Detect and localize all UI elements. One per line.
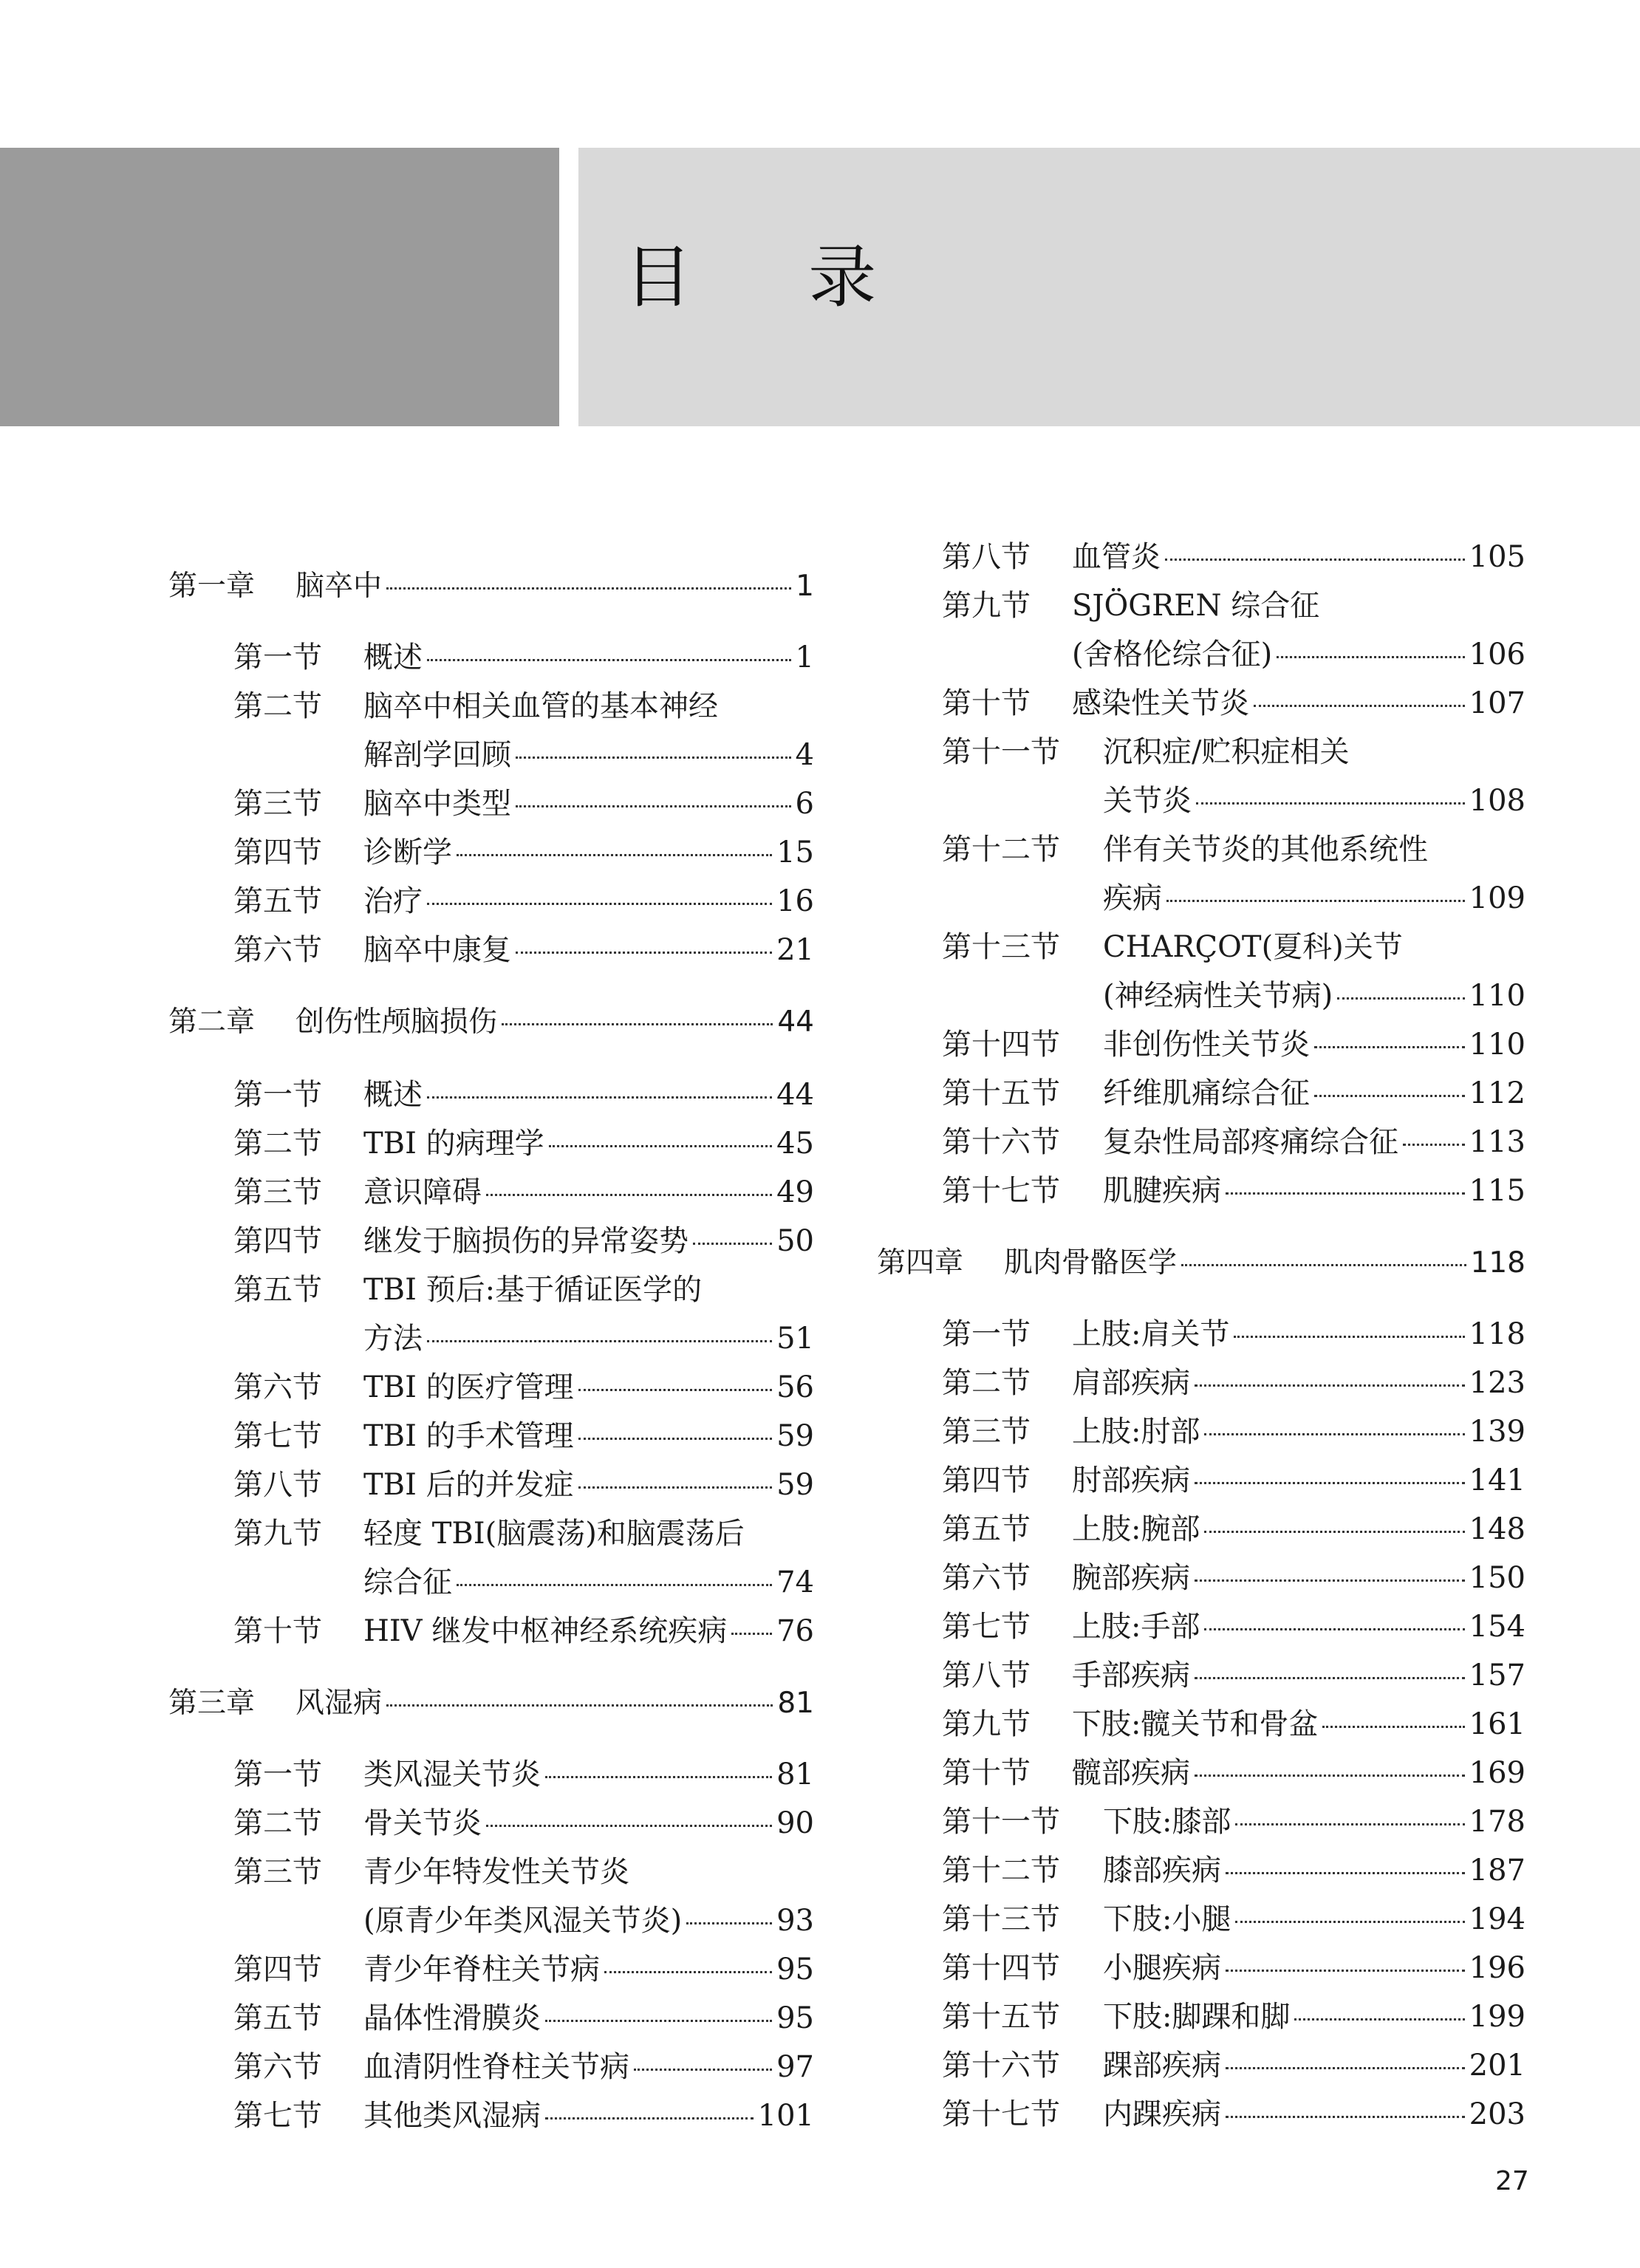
- dot-leader: [427, 903, 772, 905]
- entry-page-number: 154: [1469, 1610, 1525, 1644]
- page-number: 27: [1495, 2166, 1529, 2196]
- section-label: 第十一节: [942, 1805, 1060, 1839]
- entry-page-number: 141: [1469, 1463, 1525, 1497]
- dot-leader: [634, 2069, 772, 2071]
- toc-section-row: [877, 1365, 1525, 1408]
- dot-leader: [1195, 1482, 1465, 1484]
- entry-title: TBI 后的并发症: [363, 1468, 574, 1502]
- toc-section-row: [168, 1613, 814, 1656]
- entry-page-number: 44: [776, 1078, 814, 1112]
- entry-title: 治疗: [363, 884, 423, 918]
- entry-title: 髋部疾病: [1072, 1756, 1190, 1790]
- entry-page-number: 45: [776, 1127, 814, 1161]
- entry-page-number: 161: [1469, 1707, 1525, 1741]
- dot-leader: [1204, 1433, 1464, 1435]
- entry-page-number: 4: [795, 738, 814, 772]
- entry-page-number: 15: [776, 836, 814, 870]
- dot-leader: [1195, 1384, 1465, 1387]
- entry-title: 意识障碍: [363, 1175, 482, 1209]
- entry-page-number: 59: [776, 1468, 814, 1502]
- dot-leader: [578, 1389, 773, 1391]
- entry-title: TBI 的病理学: [363, 1127, 544, 1161]
- toc-section-row: [168, 2001, 814, 2043]
- entry-page-number: 118: [1470, 1246, 1525, 1280]
- dot-leader: [1337, 997, 1464, 1000]
- toc-section-row: [877, 2048, 1525, 2091]
- dot-leader: [1403, 1144, 1465, 1146]
- entry-page-number: 50: [776, 1224, 814, 1258]
- toc-section-row: [168, 1272, 814, 1315]
- dot-leader: [1277, 656, 1464, 658]
- dot-leader: [486, 1825, 772, 1827]
- section-label: 第四节: [942, 1463, 1031, 1497]
- section-label: 第三节: [233, 1855, 322, 1889]
- section-label: 第四节: [233, 1224, 322, 1258]
- toc-section-row: [168, 1370, 814, 1413]
- entry-page-number: 169: [1469, 1756, 1525, 1790]
- chapter-label: 第四章: [877, 1246, 964, 1280]
- entry-title: 脑卒中: [295, 570, 383, 603]
- entry-title: 下肢:膝部: [1103, 1805, 1231, 1839]
- entry-title: 概述: [363, 641, 423, 674]
- dot-leader: [1235, 1823, 1464, 1825]
- dot-leader: [1294, 2018, 1464, 2021]
- entry-page-number: 123: [1469, 1366, 1525, 1400]
- toc-section-row: [877, 929, 1525, 972]
- chapter-label: 第三章: [168, 1687, 256, 1720]
- dot-leader: [516, 756, 791, 759]
- dot-leader: [502, 1023, 773, 1025]
- toc-section-row: [168, 1757, 814, 1800]
- entry-title: 上肢:腕部: [1072, 1512, 1200, 1546]
- section-label: 第十二节: [942, 1854, 1060, 1888]
- dot-leader: [427, 1096, 772, 1099]
- entry-page-number: 110: [1469, 1028, 1525, 1062]
- entry-page-number: 115: [1469, 1174, 1525, 1208]
- entry-page-number: 56: [776, 1370, 814, 1404]
- section-label: 第三节: [233, 787, 322, 821]
- toc-section-row: [877, 1707, 1525, 1749]
- entry-page-number: 59: [776, 1419, 814, 1453]
- chapter-label: 第一章: [168, 570, 256, 603]
- entry-title: 方法: [363, 1322, 423, 1356]
- entry-title: 小腿疾病: [1103, 1951, 1221, 1985]
- toc-section-row: [168, 835, 814, 878]
- entry-title: 下肢:小腿: [1103, 1902, 1231, 1936]
- section-label: 第六节: [233, 2050, 322, 2084]
- dot-leader: [545, 2117, 754, 2120]
- toc-section-row: [877, 734, 1525, 777]
- toc-section-row: [877, 686, 1525, 728]
- section-label: 第八节: [942, 1659, 1031, 1693]
- chapter-label: 第二章: [168, 1005, 256, 1039]
- dot-leader: [386, 1704, 773, 1707]
- dot-leader: [1204, 1531, 1464, 1533]
- dot-leader: [1314, 1046, 1465, 1048]
- section-label: 第一节: [233, 641, 322, 674]
- toc-continuation-row: [168, 1321, 814, 1364]
- entry-title: 下肢:脚踝和脚: [1103, 2000, 1291, 2034]
- dot-leader: [1314, 1095, 1465, 1097]
- section-label: 第七节: [942, 1610, 1031, 1644]
- entry-page-number: 6: [795, 787, 814, 821]
- entry-title: 肌腱疾病: [1103, 1174, 1221, 1208]
- toc-section-row: [877, 1173, 1525, 1216]
- entry-page-number: 203: [1469, 2097, 1525, 2131]
- entry-title: 踝部疾病: [1103, 2049, 1221, 2083]
- dot-leader: [1235, 1921, 1464, 1923]
- dot-leader: [1234, 1336, 1464, 1338]
- toc-section-row: [877, 1027, 1525, 1070]
- header-band-dark: [0, 148, 559, 426]
- dot-leader: [545, 2020, 772, 2022]
- page-title: 目 录: [624, 238, 924, 317]
- entry-title: 脑卒中类型: [363, 787, 511, 821]
- entry-page-number: 81: [776, 1758, 814, 1791]
- entry-title: 血管炎: [1072, 540, 1161, 574]
- entry-page-number: 76: [776, 1614, 814, 1648]
- entry-page-number: 21: [776, 933, 814, 967]
- dot-leader: [427, 1340, 772, 1342]
- dot-leader: [545, 1776, 772, 1778]
- entry-title: 非创伤性关节炎: [1103, 1028, 1310, 1062]
- section-label: 第十五节: [942, 2000, 1060, 2034]
- entry-title: 血清阴性脊柱关节病: [363, 2050, 629, 2084]
- section-label: 第十节: [942, 686, 1031, 720]
- toc-section-row: [877, 1950, 1525, 1993]
- section-label: 第五节: [233, 2001, 322, 2035]
- entry-page-number: 1: [796, 570, 814, 603]
- entry-page-number: 93: [776, 1904, 814, 1938]
- entry-title: 继发于脑损伤的异常姿势: [363, 1224, 689, 1258]
- toc-section-row: [877, 832, 1525, 875]
- dot-leader: [457, 1584, 772, 1586]
- entry-title: 膝部疾病: [1103, 1854, 1221, 1888]
- entry-title: 伴有关节炎的其他系统性: [1103, 833, 1428, 867]
- section-label: 第十节: [233, 1614, 322, 1648]
- dot-leader: [1226, 1192, 1465, 1195]
- entry-page-number: 201: [1469, 2049, 1525, 2083]
- entry-title: 感染性关节炎: [1072, 686, 1249, 720]
- section-label: 第十六节: [942, 1125, 1060, 1159]
- toc-section-row: [877, 1658, 1525, 1701]
- entry-title: 肩部疾病: [1072, 1366, 1190, 1400]
- section-label: 第十四节: [942, 1028, 1060, 1062]
- entry-page-number: 108: [1469, 784, 1525, 818]
- toc-section-row: [168, 1854, 814, 1897]
- dot-leader: [516, 952, 772, 954]
- dot-leader: [731, 1633, 772, 1635]
- dot-leader: [1195, 1775, 1465, 1777]
- toc-chapter-row: [168, 1686, 814, 1729]
- entry-title: 疾病: [1103, 881, 1162, 915]
- dot-leader: [578, 1486, 773, 1489]
- dot-leader: [1204, 1628, 1464, 1630]
- entry-page-number: 109: [1469, 881, 1525, 915]
- entry-title: 综合征: [363, 1565, 452, 1599]
- entry-page-number: 97: [776, 2050, 814, 2084]
- dot-leader: [1181, 1264, 1466, 1266]
- entry-title: 解剖学回顾: [363, 738, 511, 772]
- toc-continuation-row: [877, 637, 1525, 680]
- section-label: 第二节: [233, 1806, 322, 1840]
- section-label: 第五节: [233, 1273, 322, 1307]
- toc-section-row: [168, 1223, 814, 1266]
- entry-page-number: 112: [1469, 1076, 1525, 1110]
- dot-leader: [386, 587, 791, 590]
- entry-page-number: 110: [1469, 979, 1525, 1013]
- entry-title: 类风湿关节炎: [363, 1758, 541, 1791]
- entry-title: 概述: [363, 1078, 423, 1112]
- dot-leader: [486, 1194, 772, 1196]
- section-label: 第十七节: [942, 1174, 1060, 1208]
- entry-title: 其他类风湿病: [363, 2099, 541, 2133]
- toc-section-row: [877, 1463, 1525, 1506]
- section-label: 第二节: [942, 1366, 1031, 1400]
- entry-title: 下肢:髋关节和骨盆: [1072, 1707, 1319, 1741]
- toc-continuation-row: [877, 881, 1525, 923]
- entry-page-number: 74: [776, 1565, 814, 1599]
- entry-title: 创伤性颅脑损伤: [295, 1005, 498, 1039]
- section-label: 第十四节: [942, 1951, 1060, 1985]
- section-label: 第六节: [233, 1370, 322, 1404]
- entry-title: TBI 的医疗管理: [363, 1370, 574, 1404]
- entry-page-number: 107: [1469, 686, 1525, 720]
- toc-section-row: [168, 1952, 814, 1995]
- dot-leader: [457, 854, 772, 856]
- toc-chapter-row: [168, 569, 814, 612]
- toc-section-row: [168, 1467, 814, 1510]
- section-label: 第十二节: [942, 833, 1060, 867]
- section-label: 第十三节: [942, 930, 1060, 964]
- dot-leader: [1226, 2116, 1465, 2118]
- entry-page-number: 148: [1469, 1512, 1525, 1546]
- toc-section-row: [877, 1512, 1525, 1554]
- toc-section-row: [168, 884, 814, 926]
- toc-section-row: [168, 640, 814, 683]
- entry-title: SJÖGREN 综合征: [1072, 589, 1320, 623]
- toc-section-row: [877, 1853, 1525, 1896]
- dot-leader: [693, 1243, 772, 1245]
- entry-title: 脑卒中相关血管的基本神经: [363, 689, 718, 723]
- entry-page-number: 187: [1469, 1854, 1525, 1888]
- entry-title: (舍格伦综合征): [1072, 638, 1273, 672]
- dot-leader: [1165, 559, 1465, 561]
- section-label: 第一节: [233, 1078, 322, 1112]
- dot-leader: [1322, 1726, 1464, 1728]
- toc-section-row: [168, 1418, 814, 1461]
- entry-title: 上肢:肘部: [1072, 1415, 1200, 1449]
- entry-title: 脑卒中康复: [363, 933, 511, 967]
- section-label: 第八节: [942, 540, 1031, 574]
- dot-leader: [1166, 900, 1465, 902]
- section-label: 第一节: [942, 1317, 1031, 1351]
- section-label: 第七节: [233, 1419, 322, 1453]
- dot-leader: [1226, 1970, 1465, 1972]
- entry-page-number: 90: [776, 1806, 814, 1840]
- entry-title: HIV 继发中枢神经系统疾病: [363, 1614, 728, 1648]
- entry-page-number: 118: [1469, 1317, 1525, 1351]
- entry-title: 轻度 TBI(脑震荡)和脑震荡后: [363, 1517, 745, 1551]
- entry-title: TBI 的手术管理: [363, 1419, 574, 1453]
- entry-page-number: 178: [1469, 1805, 1525, 1839]
- entry-page-number: 1: [795, 641, 814, 674]
- dot-leader: [1196, 802, 1465, 805]
- toc-section-row: [877, 1076, 1525, 1118]
- entry-page-number: 157: [1469, 1659, 1525, 1693]
- entry-title: 腕部疾病: [1072, 1561, 1190, 1595]
- entry-page-number: 16: [776, 884, 814, 918]
- dot-leader: [604, 1971, 772, 1973]
- entry-title: 复杂性局部疼痛综合征: [1103, 1125, 1398, 1159]
- toc-section-row: [168, 1516, 814, 1559]
- entry-page-number: 51: [776, 1322, 814, 1356]
- toc-section-row: [168, 786, 814, 829]
- entry-title: 肘部疾病: [1072, 1463, 1190, 1497]
- dot-leader: [1195, 1579, 1465, 1582]
- toc-section-row: [168, 689, 814, 731]
- entry-title: (原青少年类风湿关节炎): [363, 1904, 683, 1938]
- dot-leader: [1254, 705, 1465, 707]
- toc-continuation-row: [168, 1565, 814, 1608]
- toc-section-row: [877, 1902, 1525, 1944]
- entry-page-number: 101: [757, 2099, 814, 2133]
- entry-title: 关节炎: [1103, 784, 1192, 818]
- section-label: 第三节: [942, 1415, 1031, 1449]
- toc-section-row: [877, 539, 1525, 582]
- dot-leader: [1226, 2067, 1465, 2069]
- entry-page-number: 194: [1469, 1902, 1525, 1936]
- dot-leader: [427, 659, 791, 661]
- section-label: 第八节: [233, 1468, 322, 1502]
- toc-section-row: [877, 1560, 1525, 1603]
- section-label: 第九节: [942, 589, 1031, 623]
- section-label: 第九节: [942, 1707, 1031, 1741]
- toc-section-row: [877, 1804, 1525, 1847]
- section-label: 第十六节: [942, 2049, 1060, 2083]
- entry-title: 骨关节炎: [363, 1806, 482, 1840]
- toc-continuation-row: [168, 1903, 814, 1946]
- entry-title: 晶体性滑膜炎: [363, 2001, 541, 2035]
- entry-page-number: 139: [1469, 1415, 1525, 1449]
- section-label: 第四节: [233, 1953, 322, 1987]
- entry-title: 青少年脊柱关节病: [363, 1953, 600, 1987]
- toc-continuation-row: [168, 737, 814, 780]
- toc-section-row: [168, 1806, 814, 1848]
- section-label: 第十节: [942, 1756, 1031, 1790]
- entry-title: 内踝疾病: [1103, 2097, 1221, 2131]
- entry-title: CHARÇOT(夏科)关节: [1103, 930, 1403, 964]
- entry-title: 沉积症/贮积症相关: [1103, 735, 1350, 769]
- toc-section-row: [168, 1126, 814, 1169]
- entry-page-number: 44: [777, 1005, 814, 1039]
- section-label: 第五节: [942, 1512, 1031, 1546]
- toc-section-row: [877, 1414, 1525, 1457]
- entry-title: 诊断学: [363, 836, 452, 870]
- dot-leader: [1195, 1677, 1465, 1679]
- entry-page-number: 49: [776, 1175, 814, 1209]
- toc-section-row: [168, 2098, 814, 2141]
- dot-leader: [578, 1438, 773, 1440]
- entry-page-number: 106: [1469, 638, 1525, 672]
- toc-section-row: [877, 1999, 1525, 2042]
- entry-title: TBI 预后:基于循证医学的: [363, 1273, 703, 1307]
- entry-page-number: 196: [1469, 1951, 1525, 1985]
- section-label: 第四节: [233, 836, 322, 870]
- toc-section-row: [877, 588, 1525, 631]
- toc-continuation-row: [877, 978, 1525, 1021]
- section-label: 第十七节: [942, 2097, 1060, 2131]
- section-label: 第十一节: [942, 735, 1060, 769]
- entry-page-number: 105: [1469, 540, 1525, 574]
- toc-section-row: [877, 1755, 1525, 1798]
- toc-section-row: [877, 1316, 1525, 1359]
- entry-title: 上肢:肩关节: [1072, 1317, 1230, 1351]
- toc-section-row: [168, 1077, 814, 1120]
- section-label: 第一节: [233, 1758, 322, 1791]
- toc-section-row: [877, 1124, 1525, 1167]
- toc-section-row: [877, 2097, 1525, 2139]
- entry-page-number: 95: [776, 1953, 814, 1987]
- toc-chapter-row: [877, 1246, 1525, 1288]
- toc-section-row: [168, 932, 814, 975]
- toc-section-row: [877, 1609, 1525, 1652]
- dot-leader: [686, 1922, 772, 1924]
- entry-title: 风湿病: [295, 1687, 383, 1720]
- toc-section-row: [168, 1175, 814, 1217]
- entry-page-number: 95: [776, 2001, 814, 2035]
- section-label: 第七节: [233, 2099, 322, 2133]
- entry-title: 上肢:手部: [1072, 1610, 1200, 1644]
- toc-continuation-row: [877, 783, 1525, 826]
- dot-leader: [549, 1145, 773, 1147]
- section-label: 第五节: [233, 884, 322, 918]
- entry-title: 纤维肌痛综合征: [1103, 1076, 1310, 1110]
- toc-chapter-row: [168, 1005, 814, 1048]
- toc-section-row: [168, 2049, 814, 2092]
- dot-leader: [516, 805, 791, 807]
- section-label: 第二节: [233, 1127, 322, 1161]
- section-label: 第十五节: [942, 1076, 1060, 1110]
- entry-title: 青少年特发性关节炎: [363, 1855, 629, 1889]
- dot-leader: [1226, 1872, 1465, 1874]
- entry-page-number: 113: [1469, 1125, 1525, 1159]
- entry-title: 肌肉骨骼医学: [1004, 1246, 1178, 1280]
- section-label: 第九节: [233, 1517, 322, 1551]
- entry-title: 手部疾病: [1072, 1659, 1190, 1693]
- entry-title: (神经病性关节病): [1103, 979, 1333, 1013]
- section-label: 第六节: [942, 1561, 1031, 1595]
- entry-page-number: 81: [777, 1687, 814, 1720]
- section-label: 第六节: [233, 933, 322, 967]
- section-label: 第三节: [233, 1175, 322, 1209]
- section-label: 第二节: [233, 689, 322, 723]
- section-label: 第十三节: [942, 1902, 1060, 1936]
- entry-page-number: 199: [1469, 2000, 1525, 2034]
- entry-page-number: 150: [1469, 1561, 1525, 1595]
